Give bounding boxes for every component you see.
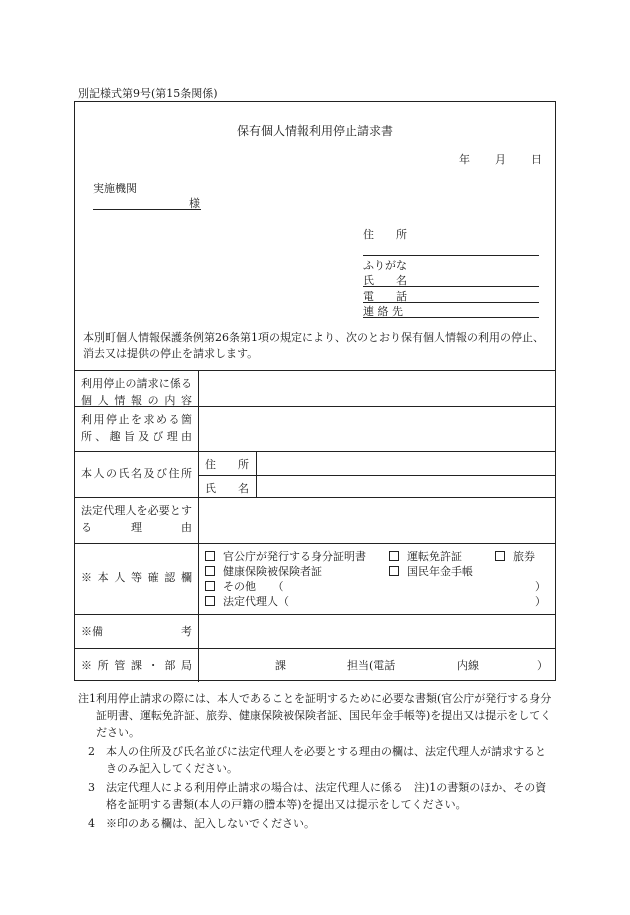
date-month[interactable]: 月: [495, 153, 506, 166]
table-row: [75, 648, 555, 682]
date-year[interactable]: 年: [459, 153, 470, 166]
department-field: [199, 649, 555, 682]
checkbox-icon[interactable]: [205, 596, 215, 606]
identity-address-label: 住 所: [199, 452, 257, 475]
option-other[interactable]: その他 （: [205, 580, 284, 593]
note-number: 注1: [78, 692, 96, 705]
note-text: ※印のある欄は、記入しないでください。: [106, 817, 315, 830]
content-label: 利用停止の請求に係る個人情報の内容: [75, 371, 199, 406]
note-item: [78, 779, 556, 813]
checkbox-icon[interactable]: [205, 566, 215, 576]
checkbox-icon[interactable]: [389, 551, 399, 561]
table-row: [75, 451, 555, 497]
department-close-paren: ）: [537, 659, 548, 672]
reason-field[interactable]: [199, 407, 555, 451]
note-number: 4: [88, 817, 95, 830]
verification-options: [199, 544, 555, 614]
requester-phone-label: 電 話: [363, 290, 407, 303]
identity-name-label: 氏 名: [199, 476, 257, 498]
option-drivers-license[interactable]: 運転免許証: [389, 550, 462, 563]
department-label: ※所管課・部局: [75, 649, 199, 682]
requester-name-line[interactable]: [363, 286, 539, 287]
proxy-reason-field[interactable]: [199, 498, 555, 543]
department-ext: 内線: [457, 659, 479, 672]
note-item: [78, 690, 556, 741]
other-close-paren: ）: [535, 580, 546, 593]
department-person: 担当(電話: [347, 659, 396, 672]
date-day[interactable]: 日: [531, 153, 542, 166]
agency-honorific: 様: [189, 197, 200, 210]
verification-label: ※本人等確認欄: [75, 544, 199, 614]
requester-contact-line[interactable]: [363, 317, 539, 318]
department-section: 課: [275, 659, 286, 672]
request-form: [74, 101, 556, 681]
note-number: 2: [88, 745, 95, 758]
table-row: [75, 614, 555, 648]
note-number: 3: [88, 781, 95, 794]
requester-address-line[interactable]: [363, 255, 539, 256]
checkbox-icon[interactable]: [389, 566, 399, 576]
note-text: 法定代理人による利用停止請求の場合は、法定代理人に係る 注)1の書類のほか、その資格を証明する書類(本人の戸籍の謄本等)を提出又は提示をしてください。: [106, 781, 547, 811]
reason-label: 利用停止を求める箇所、趣旨及び理由: [75, 407, 199, 451]
identity-label: 本人の氏名及び住所: [75, 452, 199, 497]
requester-address-label: 住 所: [363, 228, 407, 241]
agency-name-line[interactable]: [93, 209, 201, 210]
table-row: [75, 406, 555, 451]
remarks-mark: ※備: [81, 625, 103, 638]
identity-name-field[interactable]: [257, 476, 555, 498]
option-passport[interactable]: 旅券: [495, 550, 535, 563]
table-row: [75, 543, 555, 614]
request-statement: 本別町個人情報保護条例第26条第1項の規定により、次のとおり保有個人情報の利用の停止、消去又は提供の停止を請求します。: [83, 331, 544, 360]
remarks-field: [199, 615, 555, 648]
table-row: [75, 497, 555, 543]
agency-label: 実施機関: [93, 182, 137, 195]
identity-name-row: [199, 475, 555, 498]
note-text: 利用停止請求の際には、本人であることを証明するために必要な書類(官公庁が発行する身分証明書、運転免許証、旅券、健康保険被保険者証、国民年金手帳等)を提出又は提示をしてください。: [96, 692, 552, 739]
requester-name-label: 氏 名: [363, 274, 407, 287]
proxy-close-paren: ）: [535, 595, 546, 608]
checkbox-icon[interactable]: [205, 581, 215, 591]
requester-furigana-label: ふりがな: [363, 259, 407, 272]
proxy-reason-label: 法定代理人を必要とする理由: [75, 498, 199, 543]
remarks-label: [75, 615, 199, 648]
option-pension-book[interactable]: 国民年金手帳: [389, 565, 473, 578]
identity-address-field[interactable]: [257, 452, 555, 475]
notes: [78, 690, 556, 834]
form-number-label: 別記様式第9号(第15条関係): [78, 87, 218, 100]
option-legal-proxy[interactable]: 法定代理人（: [205, 595, 289, 608]
checkbox-icon[interactable]: [495, 551, 505, 561]
note-item: [78, 815, 556, 832]
option-health-insurance[interactable]: 健康保険被保険者証: [205, 565, 322, 578]
table-row: [75, 370, 555, 406]
requester-contact-label: 連 絡 先: [363, 305, 403, 318]
remarks-end: 考: [181, 625, 192, 638]
note-item: [78, 743, 556, 777]
option-gov-id[interactable]: 官公庁が発行する身分証明書: [205, 550, 366, 563]
note-text: 本人の住所及び氏名並びに法定代理人を必要とする理由の欄は、法定代理人が請求するときのみ記入してください。: [106, 745, 546, 775]
identity-address-row: [199, 452, 555, 475]
form-title: 保有個人情報利用停止請求書: [236, 124, 393, 138]
content-field[interactable]: [199, 371, 555, 406]
checkbox-icon[interactable]: [205, 551, 215, 561]
